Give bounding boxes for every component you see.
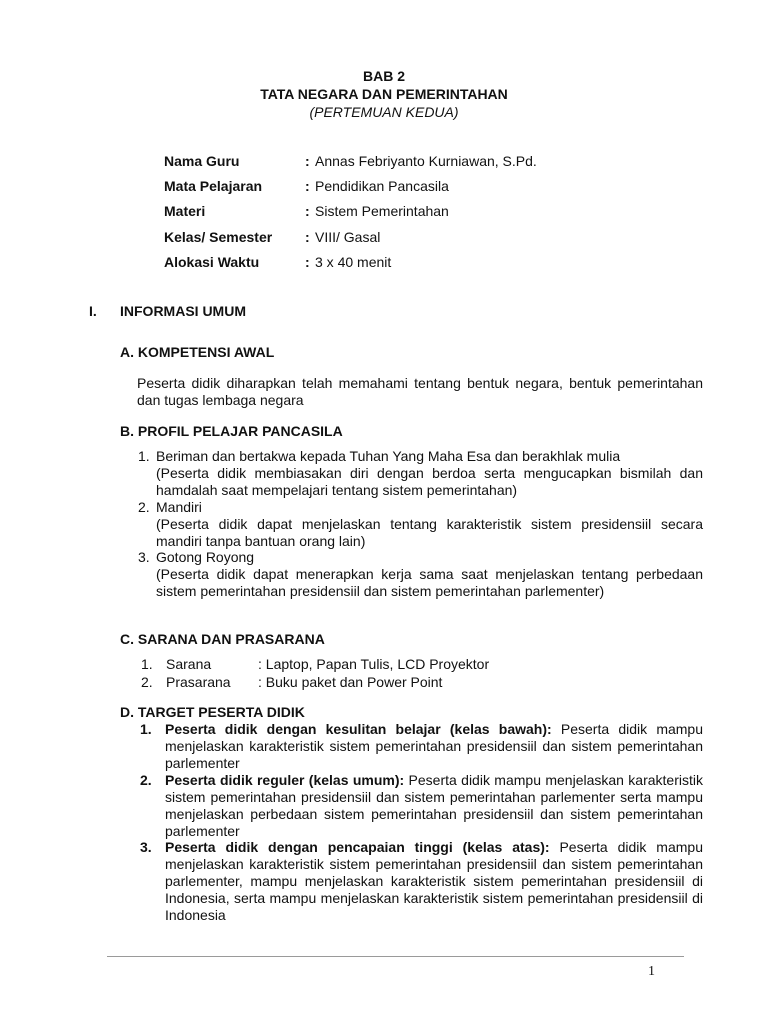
list-item-title: Gotong Royong [156,549,255,565]
target-item [165,772,703,840]
identity-value: Pendidikan Pancasila [315,178,449,194]
target-heading: D. TARGET PESERTA DIDIK [120,704,305,720]
profil-heading: B. PROFIL PELAJAR PANCASILA [120,423,343,439]
section-number: I. [89,303,97,319]
footer-divider [107,956,684,957]
page-number: 1 [648,964,655,979]
sarana-label: Prasarana [166,674,231,690]
chapter-title: TATA NEGARA DAN PEMERINTAHAN [260,86,508,102]
list-item-title: Mandiri [156,499,202,515]
list-number: 1. [141,656,153,672]
document-header [0,67,768,121]
identity-colon: : [305,153,310,169]
list-item-title: Beriman dan bertakwa kepada Tuhan Yang Maha Esa dan berakhlak mulia [156,448,621,464]
list-item-desc: (Peserta didik membiasakan diri dengan berdoa serta mengucapkan bismilah dan hamdalah saat mempelajari tentang sistem pemerintahan) [156,465,703,498]
target-item [165,721,703,772]
target-item-text: Peserta didik mampu menjelaskan karakteristik sistem pemerintahan presidensiil dan sistem pemerintahan parlementer, mampu menjelaskan karakteristik sistem pemerintahan presidensiil di Indonesia, serta mampu menjelaskan karakteristik sistem pemerintahan presidensiil di Indonesia [165,839,703,923]
identity-label: Alokasi Waktu [164,254,260,270]
target-item [165,839,703,924]
sarana-value: : Laptop, Papan Tulis, LCD Proyektor [258,656,490,672]
identity-label: Nama Guru [164,153,240,169]
list-item-desc: (Peserta didik dapat menerapkan kerja sama saat menjelaskan tentang perbedaan sistem pemerintahan presidensiil dan sistem pemerintahan parlementer) [156,566,703,599]
identity-value: Annas Febriyanto Kurniawan, S.Pd. [315,153,537,169]
sarana-value: : Buku paket dan Power Point [258,674,443,690]
list-number: 2. [141,674,153,690]
section-title: INFORMASI UMUM [120,303,246,319]
target-item-label: Peserta didik dengan kesulitan belajar (kelas bawah): [165,721,552,737]
kompetensi-heading: A. KOMPETENSI AWAL [120,344,275,360]
target-item-text: Peserta didik mampu menjelaskan karakteristik sistem pemerintahan presidensiil dan sistem pemerintahan parlementer [165,721,703,771]
identity-colon: : [305,229,310,245]
list-item-desc: (Peserta didik dapat menjelaskan tentang karakteristik sistem presidensiil secara mandiri tanpa bantuan orang lain) [156,516,703,549]
target-item-label: Peserta didik reguler (kelas umum): [165,772,405,788]
identity-colon: : [305,178,310,194]
list-number: 1. [140,721,152,737]
chapter-number: BAB 2 [362,68,405,84]
sarana-label: Sarana [166,656,212,672]
list-number: 2. [138,499,150,515]
identity-label: Kelas/ Semester [164,229,273,245]
kompetensi-text: Peserta didik diharapkan telah memahami tentang bentuk negara, bentuk pemerintahan dan tugas lembaga negara [137,375,703,408]
identity-colon: : [305,254,310,270]
identity-label: Mata Pelajaran [164,178,263,194]
list-number: 2. [140,772,152,788]
target-item-text: Peserta didik mampu menjelaskan karakteristik sistem pemerintahan presidensiil dan sistem pemerintahan parlementer serta mampu menjelaskan perbedaan sistem pemerintahan presidensiil dan sistem pemerintahan parlementer [165,772,703,839]
chapter-subtitle: (PERTEMUAN KEDUA) [309,104,459,120]
identity-value: VIII/ Gasal [315,229,381,245]
target-item-label: Peserta didik dengan pencapaian tinggi (kelas atas): [165,839,550,855]
list-number: 3. [140,839,152,855]
list-number: 3. [138,549,150,565]
identity-colon: : [305,203,310,219]
list-number: 1. [138,448,150,464]
sarana-heading: C. SARANA DAN PRASARANA [120,631,325,647]
identity-value: Sistem Pemerintahan [315,203,449,219]
identity-value: 3 x 40 menit [315,254,392,270]
identity-label: Materi [164,203,206,219]
